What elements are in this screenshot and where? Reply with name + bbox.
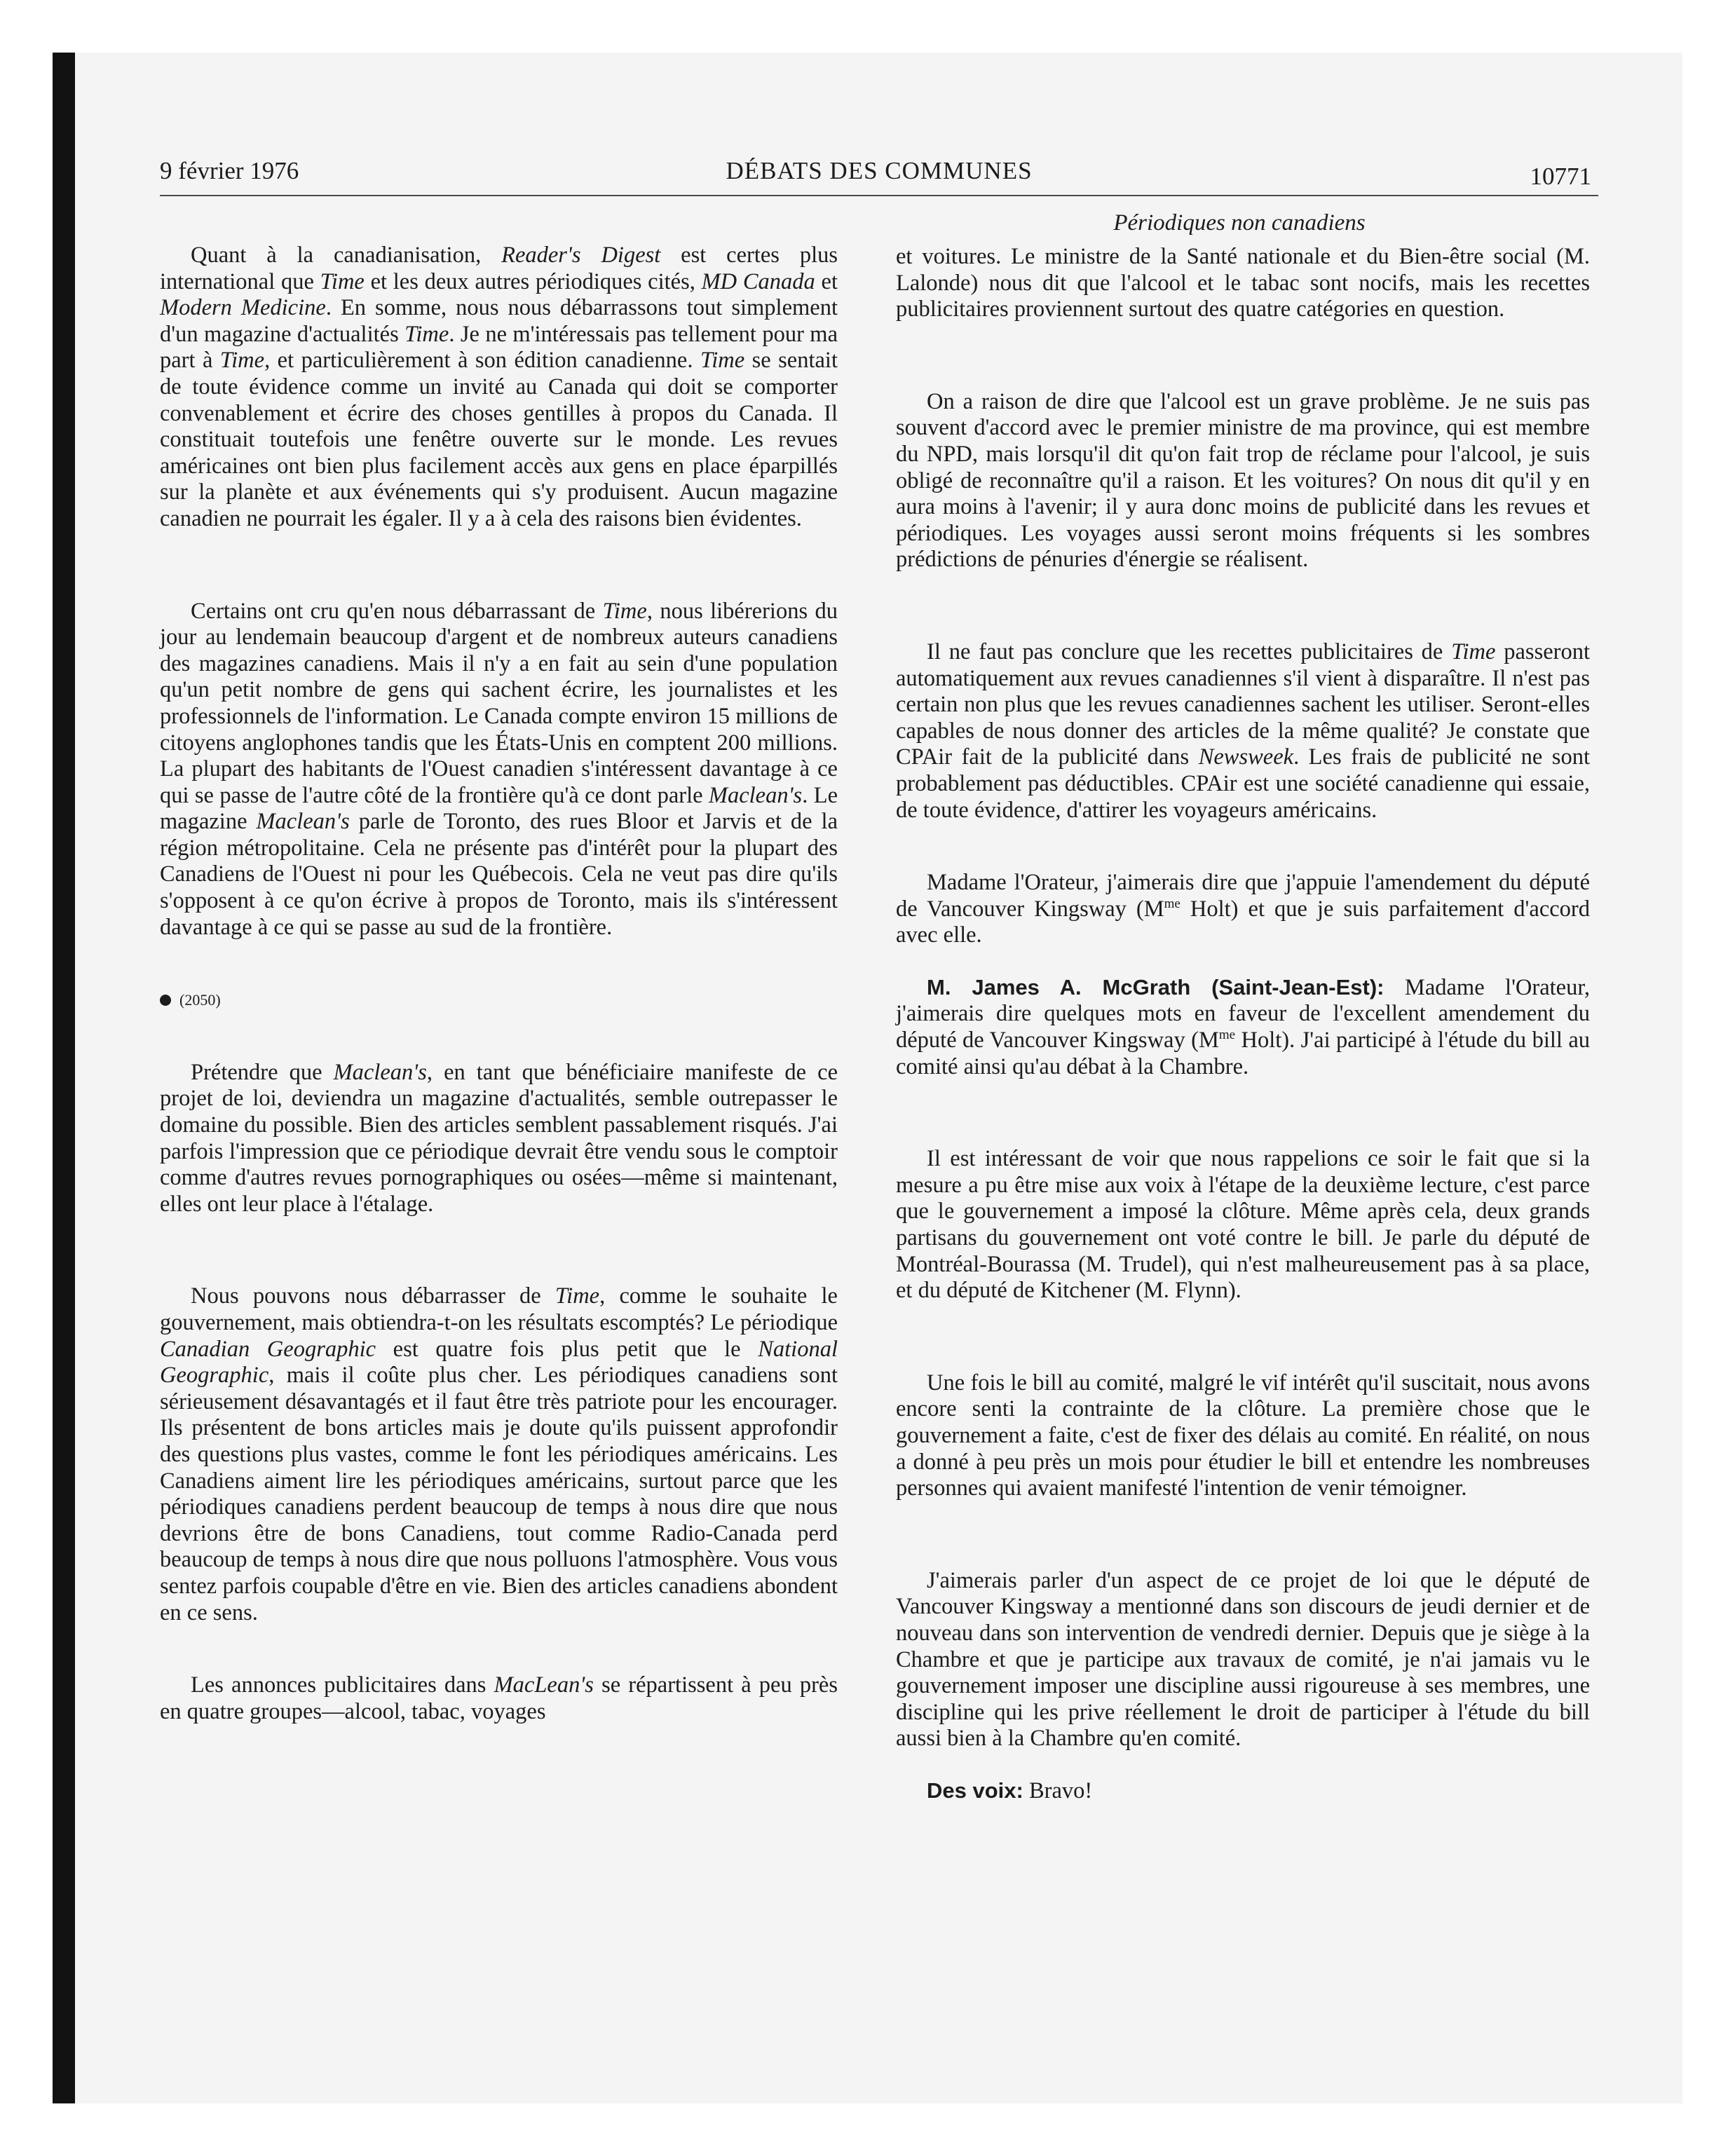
paragraph: Nous pouvons nous débarrasser de Time, comme le souhaite le gouvernement, mais obtiendra-t-on les résultats escomptés? Le périodique Canadian Geographic est quatre fois plus petit que le National Geographic, mais il coûte plus cher. Les périodiques canadiens sont sérieusement désavantagés et il faut être très patriote pour les encourager. Ils présentent de bons articles mais je doute qu'ils puissent approfondir des questions plus vastes, comme le font les périodiques américains. Les Canadiens aiment lire les périodiques américains, surtout parce que les périodiques canadiens perdent beaucoup de temps à nous dire que nous devrions être de bons Canadiens, tout comme Radio-Canada perd beaucoup de temps à nous dire que nous polluons l'atmosphère. Vous vous sentez parfois coupable d'être en vie. Bien des articles canadiens abondent en ce sens. bbox=[160, 1283, 838, 1625]
paragraph: Des voix: Bravo! bbox=[927, 1778, 1093, 1803]
paragraph: Une fois le bill au comité, malgré le vif intérêt qu'il suscitait, nous avons encore senti la contrainte de la clôture. La première chose que le gouvernement a faite, c'est de fixer des délais au comité. En réalité, on nous a donné à peu près un mois pour étudier le bill et entendre les nombreuses personnes qui avaient manifesté l'intention de venir témoigner. bbox=[896, 1370, 1590, 1501]
paragraph: Il est intéressant de voir que nous rappelions ce soir le fait que si la mesure a pu être mise aux voix à l'étape de la deuxième lecture, c'est parce que le gouvernement a imposé la clôture. Même après cela, deux grands partisans du gouvernement ont voté contre le bill. Je parle du député de Montréal-Bourassa (M. Trudel), qui n'est malheureusement pas à sa place, et du député de Kitchener (M. Flynn). bbox=[896, 1146, 1590, 1304]
paragraph: M. James A. McGrath (Saint-Jean-Est): Madame l'Orateur, j'aimerais dire quelques mots en faveur de l'excellent amendement du député de Vancouver Kingsway ($M^{me}$ Holt). J'ai participé à l'étude du bill au comité ainsi qu'au débat à la Chambre. bbox=[896, 974, 1591, 1079]
paragraph: Quant à la canadianisation, Reader's Digest est certes plus international que Time et les deux autres périodiques cités, MD Canada et Modern Medicine. En somme, nous nous débarrassons tout simplement d'un magazine d'actualités Time. Je ne m'intéressais pas tellement pour ma part à Time, et particulièrement à son édition canadienne. Time se sentait de toute évidence comme un invité au Canada qui doit se comporter convenablement et écrire des choses gentilles à propos du Canada. Il constituait toutefois une fenêtre ouverte sur le monde. Les revues américaines ont bien plus facilement accès aux gens en place éparpillés sur la planète et aux événements qui s'y produisent. Aucun magazine canadien ne pourrait les égaler. Il y a à cela des raisons bien évidentes. bbox=[160, 243, 838, 531]
page-number: 10771 bbox=[1530, 163, 1591, 190]
header-date: 9 février 1976 bbox=[160, 157, 299, 184]
left-column bbox=[160, 243, 838, 1725]
paragraph: Il ne faut pas conclure que les recettes publicitaires de Time passeront automatiquement aux revues canadiennes s'il vient à disparaître. Il n'est pas certain non plus que les revues canadiennes sachent les utiliser. Seront-elles capables de nous donner des articles de la même qualité? Je constate que CPAir fait de la publicité dans Newsweek. Les frais de publicité ne sont probablement pas déductibles. CPAir est une société canadienne qui essaie, de toute évidence, d'attirer les voyageurs américains. bbox=[896, 639, 1590, 823]
paragraph: Madame l'Orateur, j'aimerais dire que j'appuie l'amendement du député de Vancouver Kingsway ($M^{me}$ Holt) et que je suis parfaitement d'accord avec elle. bbox=[896, 870, 1590, 948]
subject-heading: Périodiques non canadiens bbox=[1113, 210, 1366, 236]
paragraph: Certains ont cru qu'en nous débarrassant de Time, nous libérerions du jour au lendemain beaucoup d'argent et de nombreux auteurs canadiens des magazines canadiens. Mais il n'y a en fait au sein d'une population qu'un petit nombre de gens qui sachent écrire, les journalistes et les professionnels de l'information. Le Canada compte environ 15 millions de citoyens anglophones tandis que les États-Unis en comptent 200 millions. La plupart des habitants de l'Ouest canadien s'intéressent davantage à ce qui se passe de l'autre côté de la frontière qu'à ce dont parle Maclean's. Le magazine Maclean's parle de Toronto, des rues Bloor et Jarvis et de la région métropolitaine. Cela ne présente pas d'intérêt pour la plupart des Canadiens de l'Ouest ni pour les Québecois. Cela ne veut pas dire qu'ils s'opposent à ce qu'on écrive à propos de Toronto, mais ils s'intéressent davantage à ce qui se passe au sud de la frontière. bbox=[160, 598, 838, 940]
running-header bbox=[160, 153, 1598, 196]
header-title: DÉBATS DES COMMUNES bbox=[726, 157, 1033, 184]
speaker-name: Des voix: bbox=[927, 1778, 1023, 1803]
paragraph: Les annonces publicitaires dans MacLean's se répartissent à peu près en quatre groupes—alcool, tabac, voyages bbox=[160, 1672, 838, 1724]
bullet-icon bbox=[160, 995, 171, 1006]
paragraph: et voitures. Le ministre de la Santé nationale et du Bien-être social (M. Lalonde) nous dit que l'alcool et le tabac sont nocifs, mais les recettes publicitaires proviennent surtout des quatre catégories en question. bbox=[896, 244, 1590, 322]
paragraph: Prétendre que Maclean's, en tant que bénéficiaire manifeste de ce projet de loi, deviendra un magazine d'actualités, semble outrepasser le domaine du possible. Bien des articles semblent passablement risqués. J'ai parfois l'impression que ce périodique devrait être vendu sous le comptoir comme d'autres revues pornographiques ou osées—même si maintenant, elles ont leur place à l'étalage. bbox=[160, 1059, 838, 1217]
speaker-name: M. James A. McGrath (Saint-Jean-Est): bbox=[927, 974, 1384, 999]
scan-edge-bar bbox=[53, 53, 75, 2103]
right-column bbox=[896, 244, 1590, 1805]
paragraph: J'aimerais parler d'un aspect de ce projet de loi que le député de Vancouver Kingsway a mentionné dans son discours de jeudi dernier et de nouveau dans son intervention de vendredi dernier. Depuis que je siège à la Chambre et que je participe aux travaux de comité, je n'ai jamais vu le gouvernement imposer une discipline aussi rigoureuse à ses membres, une discipline qui les prive réellement le droit de participer à l'étude du bill aussi bien à la Chambre qu'en comité. bbox=[896, 1567, 1590, 1752]
time-marker: (2050) bbox=[160, 987, 838, 1014]
paragraph: On a raison de dire que l'alcool est un grave problème. Je ne suis pas souvent d'accord avec le premier ministre de ma province, qui est membre du NPD, mais lorsqu'il dit qu'on fait trop de réclame pour l'alcool, je suis obligé de reconnaître qu'il a raison. Et les voitures? On nous dit qu'il y en aura moins à l'avenir; il y aura donc moins de publicité dans les revues et périodiques. Les voyages aussi seront moins fréquents si les sombres prédictions de pénuries d'énergie se réalisent. bbox=[896, 388, 1590, 573]
document-page bbox=[160, 153, 1598, 2087]
